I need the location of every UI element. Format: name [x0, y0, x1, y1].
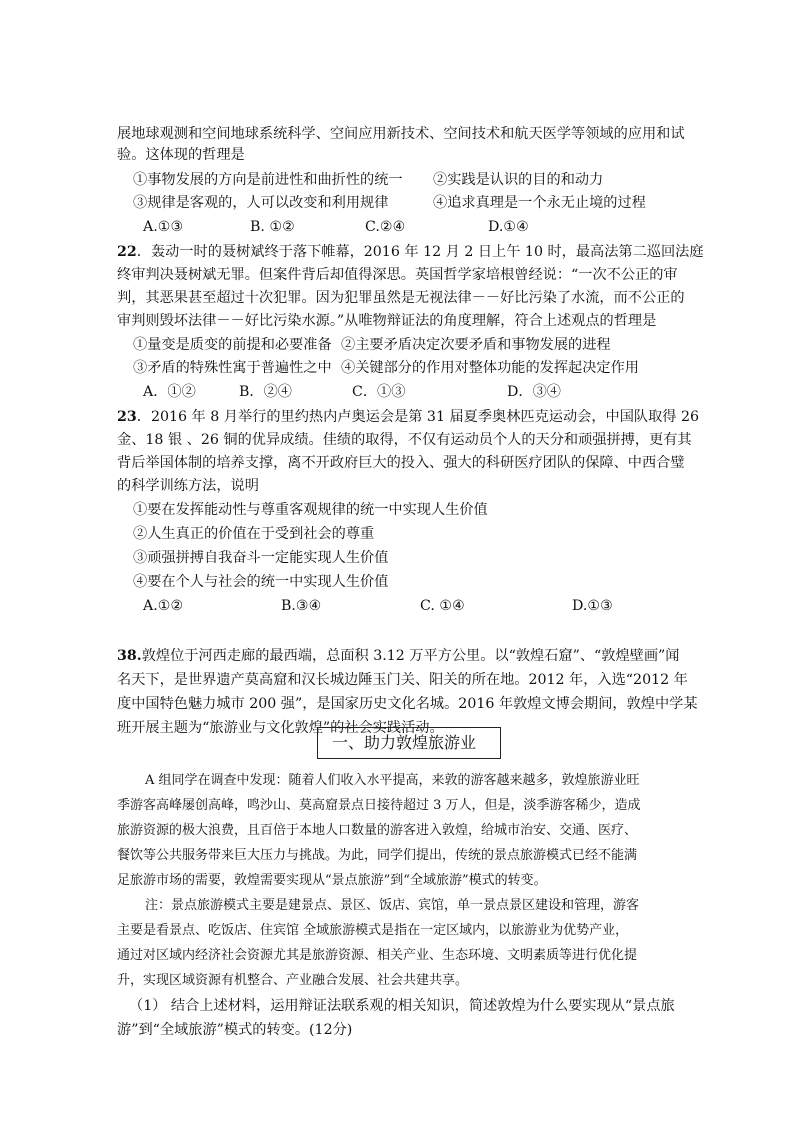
q22-option-b: B．②④ [239, 384, 292, 400]
q21-stem-line-1: 展地球观测和空间地球系统科学、空间应用新技术、空间技术和航天医学等领域的应用和试 [117, 126, 685, 142]
q38-stem-line-3: 度中国特色魅力城市 200 强”，是国家历史文化名城。2016 年敦煌文博会期间，敦煌中学某 [117, 696, 698, 712]
section-title-box [317, 727, 501, 759]
q38-stem-line-2: 名天下，是世界遗产莫高窟和汉长城边陲玉门关、阳关的所在地。2012 年，入选“2012 年 [117, 672, 688, 688]
q22-statement-4: ④关键部分的作用对整体功能的发挥起决定作用 [341, 360, 639, 376]
q38-number: 38. [117, 648, 142, 664]
q38-stem-line-4: 班开展主题为“旅游业与文化敦煌”的社会实践活动。 [117, 720, 444, 736]
material-line-5: 足旅游市场的需要，敦煌需要实现从“景点旅游”到“全域旅游”模式的转变。 [117, 873, 547, 888]
q23-stem-line-3: 背后举国体制的培养支撑，离不开政府巨大的投入、强大的科研医疗团队的保障、中西合璧 [117, 455, 685, 471]
q22-option-c: C．①③ [352, 384, 406, 400]
q21-stem-line-2: 验。这体现的哲理是 [117, 147, 245, 163]
q22-statement-3: ③矛盾的特殊性寓于普遍性之中 [133, 360, 332, 376]
q22-option-d: D．③④ [507, 384, 561, 400]
q23-option-c: C. ①④ [420, 598, 465, 614]
note-line-3: 通过对区域内经济社会资源尤其是旅游资源、相关产业、生态环境、文明素质等进行优化提 [117, 948, 638, 963]
note-line-4: 升，实现区域资源有机整合、产业融合发展、社会共建共享。 [117, 973, 469, 988]
sub-question-1-line-2: 游”到“全域旅游”模式的转变。(12分) [117, 1022, 353, 1038]
q23-stem-line-4: 的科学训练方法，说明 [117, 478, 259, 494]
q23-statement-2: ②人生真正的价值在于受到社会的尊重 [133, 526, 375, 542]
q21-statement-2: ②实践是认识的目的和动力 [433, 172, 604, 188]
q22-statement-1: ①量变是质变的前提和必要准备 [133, 337, 332, 353]
note-line-1: 注：景点旅游模式主要是建景点、景区、饭店、宾馆，单一景点景区建设和管理，游客 [145, 898, 640, 913]
q23-number: 23 [117, 409, 137, 425]
material-line-3: 旅游资源的极大浪费，且百倍于本地人口数量的游客进入敦煌，给城市治安、交通、医疗、 [117, 823, 638, 838]
q23-option-a: A.①② [143, 598, 184, 614]
q22-number: 22 [117, 244, 137, 260]
q22-stem-line-2: 终审判决聂树斌无罪。但案件背后却值得深思。英国哲学家培根曾经说：“一次不公正的审 [117, 267, 678, 283]
q22-stem-line-1 [117, 242, 704, 262]
section-title: 一、助力敦煌旅游业 [332, 733, 477, 752]
note-line-2: 主要是看景点、吃饭店、住宾馆 全域旅游模式是指在一定区域内，以旅游业为优势产业， [117, 923, 629, 938]
q23-statement-1: ①要在发挥能动性与尊重客观规律的统一中实现人生价值 [133, 502, 488, 518]
q23-option-d: D.①③ [572, 598, 613, 614]
q21-option-c: C.②④ [365, 219, 406, 235]
q22-option-a: A．①② [143, 384, 196, 400]
q38-stem-line-1 [117, 646, 680, 666]
sub-question-1-line-1: （1） 结合上述材料，运用辩证法联系观的相关知识，简述敦煌为什么要实现从“景点旅 [129, 998, 675, 1014]
q23-statement-3: ③顽强拼搏自我奋斗一定能实现人生价值 [133, 550, 389, 566]
q23-statement-4: ④要在个人与社会的统一中实现人生价值 [133, 574, 389, 590]
q21-option-d: D.①④ [488, 219, 529, 235]
q22-statement-2: ②主要矛盾决定次要矛盾和事物发展的进程 [341, 337, 611, 353]
q21-statement-1: ①事物发展的方向是前进性和曲折性的统一 [133, 172, 403, 188]
material-line-4: 餐饮等公共服务带来巨大压力与挑战。为此，同学们提出，传统的景点旅游模式已经不能满 [117, 848, 638, 863]
q23-option-b: B.③④ [281, 598, 322, 614]
material-line-2: 季游客高峰屡创高峰，鸣沙山、莫高窟景点日接待超过 3 万人，但是，淡季游客稀少，造成 [117, 798, 641, 813]
q21-option-b: B. ①② [250, 219, 295, 235]
q21-statement-3: ③规律是客观的，人可以改变和利用规律 [133, 195, 389, 211]
q23-stem-line-1 [117, 407, 699, 427]
q21-statement-4: ④追求真理是一个永无止境的过程 [433, 195, 646, 211]
q22-stem-line-4: 审判则毁坏法律－－好比污染水源。”从唯物辩证法的角度理解，符合上述观点的哲理是 [117, 313, 657, 329]
q23-stem-line-2: 金、18 银 、26 铜的优异成绩。佳绩的取得，不仅有运动员个人的天分和顽强拼搏，更有其 [117, 432, 692, 448]
q38-stem-text-1: 敦煌位于河西走廊的最西端，总面积 3.12 万平方公里。以“敦煌石窟”、“敦煌壁画”闻 [141, 648, 680, 664]
q21-option-a: A.①③ [143, 219, 184, 235]
q23-stem-text-1: ．2016 年 8 月举行的里约热内卢奥运会是第 31 届夏季奥林匹克运动会，中国队取得 26 [136, 409, 700, 425]
q22-stem-line-3: 判，其恶果甚至超过十次犯罪。因为犯罪虽然是无视法律－－好比污染了水流，而不公正的 [117, 290, 685, 306]
q22-stem-text-1: ．轰动一时的聂树斌终于落下帷幕，2016 年 12 月 2 日上午 10 时，最高法第二巡回法庭 [136, 244, 704, 260]
material-line-1: A 组同学在调查中发现：随着人们收入水平提高，来敦的游客越来越多，敦煌旅游业旺 [145, 773, 640, 788]
